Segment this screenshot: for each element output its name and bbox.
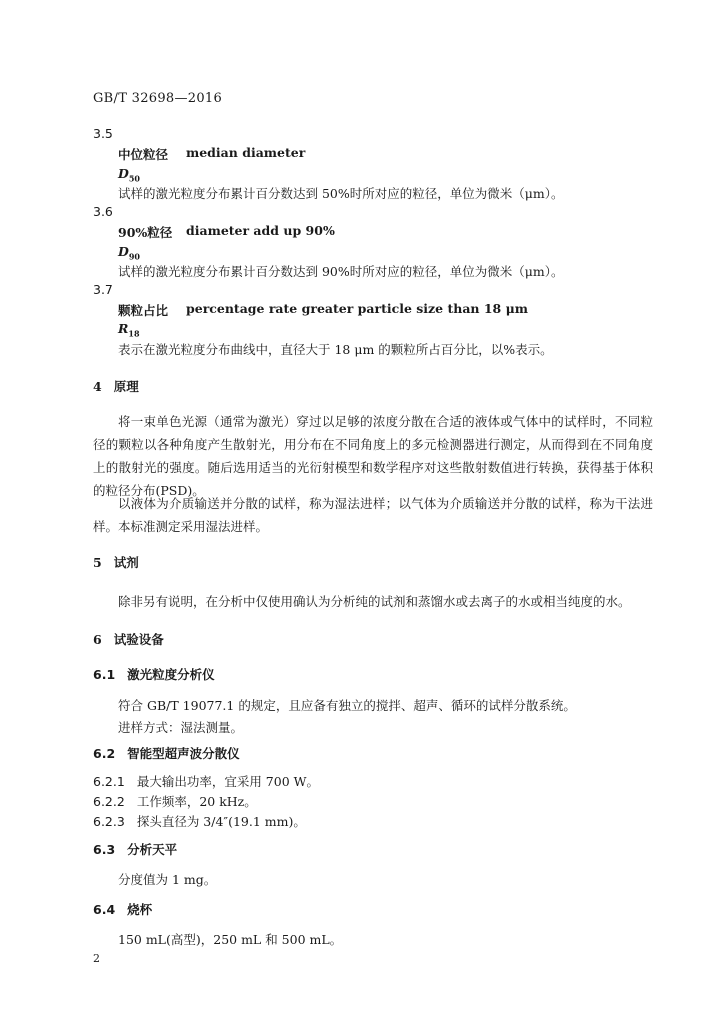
item-text: 工作频率，20 kHz。 <box>136 794 257 809</box>
subsection-heading-6-3 <box>93 840 177 858</box>
symbol-subscript: 18 <box>128 328 140 339</box>
section-title: 原理 <box>113 379 139 394</box>
term-en-3-6: diameter add up 90% <box>186 223 335 238</box>
term-cn-3-7: 颗粒占比 <box>118 303 169 318</box>
analyzer-sampling-mode: 进样方式：湿法测量。 <box>118 720 244 735</box>
symbol-letter: R <box>118 321 129 336</box>
section-title: 试验设备 <box>113 632 164 647</box>
symbol-r18 <box>118 321 140 339</box>
reagents-paragraph: 除非另有说明，在分析中仅使用确认为分析纯的试剂和蒸馏水或去离子的水或相当纯度的水。 <box>118 594 631 609</box>
symbol-subscript: 50 <box>128 173 140 184</box>
list-item <box>93 792 257 810</box>
symbol-d90 <box>118 244 140 262</box>
clause-number-3-6: 3.6 <box>93 204 113 219</box>
subsection-title: 烧杯 <box>127 902 153 917</box>
symbol-letter: D <box>118 244 129 259</box>
term-cn-3-6: 90%粒径 <box>118 225 173 240</box>
subsection-heading-6-4 <box>93 900 152 918</box>
section-number: 4 <box>93 379 102 394</box>
item-number: 6.2.1 <box>93 774 125 789</box>
section-number: 6 <box>93 632 102 647</box>
clause-number-3-5: 3.5 <box>93 126 113 141</box>
subsection-number: 6.4 <box>93 902 116 917</box>
symbol-letter: D <box>118 166 129 181</box>
balance-division: 分度值为 1 mg。 <box>118 872 217 887</box>
subsection-title: 智能型超声波分散仪 <box>127 746 240 761</box>
subsection-number: 6.3 <box>93 842 116 857</box>
page-number: 2 <box>93 952 100 965</box>
section-number: 5 <box>93 555 102 570</box>
subsection-title: 分析天平 <box>127 842 178 857</box>
principle-paragraph-2: 以液体为介质输送并分散的试样，称为湿法进样；以气体为介质输送并分散的试样，称为干法进样。本标准测定采用湿法进样。 <box>93 496 653 534</box>
definition-3-7: 表示在激光粒度分布曲线中，直径大于 18 μm 的颗粒所占百分比，以%表示。 <box>118 342 553 357</box>
clause-number-3-7: 3.7 <box>93 282 113 297</box>
subsection-number: 6.1 <box>93 667 116 682</box>
item-number: 6.2.2 <box>93 794 125 809</box>
item-number: 6.2.3 <box>93 814 125 829</box>
symbol-d50 <box>118 166 140 184</box>
subsection-heading-6-1 <box>93 665 215 683</box>
definition-3-5: 试样的激光粒度分布累计百分数达到 50%时所对应的粒径，单位为微米（μm）。 <box>118 186 564 201</box>
subsection-heading-6-2 <box>93 744 240 762</box>
subsection-title: 激光粒度分析仪 <box>127 667 215 682</box>
list-item <box>93 772 319 790</box>
beaker-sizes: 150 mL(高型)，250 mL 和 500 mL。 <box>118 932 343 947</box>
section-heading-5 <box>93 553 139 571</box>
subsection-number: 6.2 <box>93 746 116 761</box>
term-en-3-5: median diameter <box>186 145 306 160</box>
term-en-3-7: percentage rate greater particle size than 18 μm <box>186 301 528 316</box>
definition-3-6: 试样的激光粒度分布累计百分数达到 90%时所对应的粒径，单位为微米（μm）。 <box>118 264 564 279</box>
standard-code-header: GB/T 32698—2016 <box>93 91 223 106</box>
list-item <box>93 812 306 830</box>
term-cn-3-5: 中位粒径 <box>118 147 169 162</box>
principle-paragraph-1: 将一束单色光源（通常为激光）穿过以足够的浓度分散在合适的液体或气体中的试样时，不同粒径的颗粒以各种角度产生散射光，用分布在不同角度上的多元检测器进行测定，从而得到在不同角度上的散射光的强度。随后选用适当的光衍射模型和数学程序对这些散射数值进行转换，获得基于体积的粒径分布(PSD)。 <box>93 414 653 498</box>
analyzer-requirement: 符合 GB/T 19077.1 的规定，且应备有独立的搅拌、超声、循环的试样分散系统。 <box>118 698 576 713</box>
section-heading-4 <box>93 377 139 395</box>
item-text: 探头直径为 3/4″(19.1 mm)。 <box>136 814 306 829</box>
section-heading-6 <box>93 630 164 648</box>
section-title: 试剂 <box>113 555 139 570</box>
item-text: 最大输出功率，宜采用 700 W。 <box>136 774 319 789</box>
symbol-subscript: 90 <box>128 251 140 262</box>
